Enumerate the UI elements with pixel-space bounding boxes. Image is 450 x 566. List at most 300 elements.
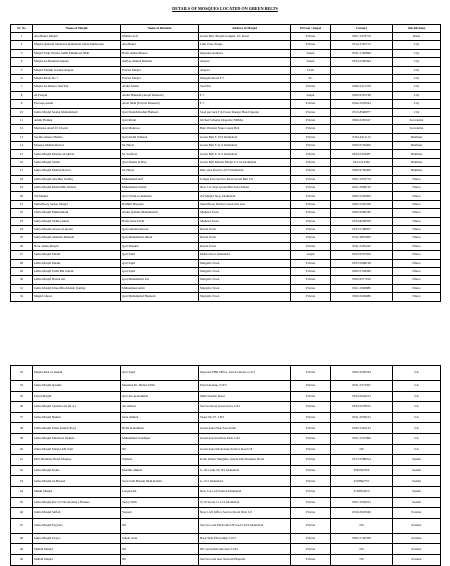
cell-sr-no: 7 bbox=[11, 83, 33, 91]
cell-address: Green Belt F-11/4 Islamabad bbox=[199, 142, 291, 150]
cell-masjid-name: Jamia Masjid Suffah bbox=[33, 508, 121, 519]
cell-sub-division: Potohar bbox=[393, 508, 441, 519]
cell-address: Abpara bbox=[199, 66, 291, 74]
cell-sub-division: Potohar bbox=[393, 544, 441, 555]
cell-private-auqaf: Auqaf bbox=[291, 91, 331, 99]
cell-private-auqaf: Private bbox=[291, 366, 331, 381]
cell-private-auqaf: Private bbox=[291, 100, 331, 108]
cell-private-auqaf: Private bbox=[291, 167, 331, 175]
cell-sub-division: I/A bbox=[393, 412, 441, 423]
cell-khateeb-name: Tariq Ullah bbox=[121, 497, 199, 508]
cell-address: Orchad Scheme Opposite NDMA bbox=[199, 116, 291, 124]
cell-sub-division: City bbox=[393, 83, 441, 91]
table-row bbox=[11, 554, 441, 565]
cell-sr-no: 21 bbox=[11, 200, 33, 208]
cell-khateeb-name: Nil bbox=[121, 518, 199, 533]
cell-khateeb-name: Qari Muhammad Zia bbox=[121, 276, 199, 284]
cell-address: G-12/1 Islamabad bbox=[199, 476, 291, 487]
cell-sr-no: 4 bbox=[11, 58, 33, 66]
cell-contact: 3005592526 bbox=[331, 465, 393, 476]
cell-sr-no: 31 bbox=[11, 284, 33, 292]
cell-sr-no: 26 bbox=[11, 242, 33, 250]
cell-private-auqaf: Private bbox=[291, 108, 331, 116]
table-row bbox=[11, 476, 441, 487]
cell-private-auqaf: Private bbox=[291, 276, 331, 284]
cell-khateeb-name: Qari Sajid bbox=[121, 259, 199, 267]
cell-contact: Nil bbox=[331, 554, 393, 565]
cell-khateeb-name: Private Masjid bbox=[121, 74, 199, 82]
cell-masjid-name: Al-Furqan bbox=[33, 91, 121, 99]
cell-masjid-name: Masjid Al-Shouhda Abpara bbox=[33, 58, 121, 66]
cell-khateeb-name: Qari Ghulam Rasool bbox=[121, 225, 199, 233]
cell-contact: 0300-9191748 bbox=[331, 91, 393, 99]
cell-sub-division: Nilore bbox=[393, 293, 441, 301]
cell-sr-no: 15 bbox=[11, 150, 33, 158]
cell-contact: 0300-5265527 bbox=[331, 116, 393, 124]
table-row bbox=[11, 533, 441, 544]
cell-contact bbox=[331, 66, 393, 74]
cell-private-auqaf: Auqaf bbox=[291, 251, 331, 259]
cell-contact: 0300-5130338 bbox=[331, 533, 393, 544]
cell-khateeb-name: M. Hayat bbox=[121, 142, 199, 150]
table-row bbox=[11, 200, 441, 208]
cell-khateeb-name: Syed Jalal Hassan Shah Kazmi bbox=[121, 476, 199, 487]
cell-sub-division: Nilore bbox=[393, 242, 441, 250]
cell-address: Main Double Road bbox=[199, 391, 291, 402]
cell-contact: 3128054475 bbox=[331, 486, 393, 497]
cell-masjid-name: Jamia Masjid Madni bbox=[33, 259, 121, 267]
cell-masjid-name: Makki Masjid bbox=[33, 486, 121, 497]
cell-khateeb-name: Hafiz ul Rehman bbox=[121, 423, 199, 434]
cell-private-auqaf: Private bbox=[291, 402, 331, 413]
cell-masjid-name: Abu Bakar Masjid bbox=[33, 33, 121, 41]
cell-private-auqaf: Private bbox=[291, 476, 331, 487]
cell-address: Abpara bbox=[199, 58, 291, 66]
table-row bbox=[11, 234, 441, 242]
cell-khateeb-name: Hashim Haqqani bbox=[121, 200, 199, 208]
cell-sr-no: 11 bbox=[11, 116, 33, 124]
table-row bbox=[11, 433, 441, 444]
cell-khateeb-name: Sana Ahmed bbox=[121, 412, 199, 423]
cell-private-auqaf: Private bbox=[291, 116, 331, 124]
cell-khateeb-name: Qari Zia-ur-Rehman bbox=[121, 391, 199, 402]
cell-private-auqaf: Private bbox=[291, 259, 331, 267]
cell-contact: 0334-5436487 bbox=[331, 150, 393, 158]
cell-sub-division: Shalimar bbox=[393, 142, 441, 150]
table-row bbox=[11, 184, 441, 192]
cell-masjid-name: Madrassa Assaf Ul Uloom bbox=[33, 125, 121, 133]
cell-sr-no: 30 bbox=[11, 276, 33, 284]
cell-khateeb-name: Private Masjid bbox=[121, 66, 199, 74]
cell-private-auqaf: Private bbox=[291, 142, 331, 150]
cell-masjid-name: Farooqe-Azam bbox=[33, 100, 121, 108]
cell-sub-division: City bbox=[393, 49, 441, 57]
cell-private-auqaf: Private bbox=[291, 184, 331, 192]
cell-khateeb-name: Afzal Shah (Private Khateeb) bbox=[121, 100, 199, 108]
cell-sr-no: 27 bbox=[11, 251, 33, 259]
cell-masjid-name: Masjid Faqir Darbar Sakhi Mahmood Shah bbox=[33, 49, 121, 57]
cell-khateeb-name: Qari Abdul Waheed bbox=[121, 133, 199, 141]
table-row bbox=[11, 366, 441, 381]
table-row bbox=[11, 251, 441, 259]
cell-contact: 0300-5281328 bbox=[331, 200, 393, 208]
cell-khateeb-name: Muhammad Zubair bbox=[121, 184, 199, 192]
cell-private-auqaf: Private bbox=[291, 125, 331, 133]
cell-sr-no: 8 bbox=[11, 91, 33, 99]
cell-private-auqaf: Private bbox=[291, 508, 331, 519]
cell-contact: Nil bbox=[331, 444, 393, 455]
cell-sub-division: Shalimar bbox=[393, 150, 441, 158]
cell-khateeb-name: Ashfaq Ahmed Rehmat bbox=[121, 58, 199, 66]
cell-khateeb-name: Nil bbox=[121, 554, 199, 565]
cell-sub-division: City bbox=[393, 74, 441, 82]
table-row bbox=[11, 150, 441, 158]
cell-contact bbox=[331, 125, 393, 133]
cell-address: Margalla Road F-7 bbox=[199, 74, 291, 82]
cell-sr-no: 36 bbox=[11, 402, 33, 413]
cell-sr-no: 16 bbox=[11, 158, 33, 166]
cell-sub-division: Nilore bbox=[393, 284, 441, 292]
cell-khateeb-name: Qari Muhammad Imran bbox=[121, 234, 199, 242]
cell-sub-division: I/A bbox=[393, 391, 441, 402]
cell-masjid-name: Jamia Masjid Umar Ghani (R.A) bbox=[33, 423, 121, 434]
cell-address: Margalla Town bbox=[199, 259, 291, 267]
cell-khateeb-name: Qari Sajid bbox=[121, 267, 199, 275]
cell-khateeb-name: Waheed bbox=[121, 455, 199, 466]
cell-private-auqaf: Private bbox=[291, 533, 331, 544]
cell-khateeb-name: Maulana Dr. Imdad Ullah bbox=[121, 381, 199, 392]
cell-sub-division: Nilore bbox=[393, 259, 441, 267]
cell-khateeb-name: Qari Sajid bbox=[121, 366, 199, 381]
cell-address: Service road Pindi side IJP road I-10/4 Islamabad bbox=[199, 518, 291, 533]
cell-sr-no: 44 bbox=[11, 486, 33, 497]
cell-khateeb-name: Nil bbox=[121, 544, 199, 555]
table-row bbox=[11, 391, 441, 402]
cell-address: Margalla Town bbox=[199, 293, 291, 301]
cell-sub-division: Potohar bbox=[393, 518, 441, 533]
table-row bbox=[11, 175, 441, 183]
cell-khateeb-name: Ali Abbasi bbox=[121, 402, 199, 413]
cell-address: Rawal Town bbox=[199, 225, 291, 233]
cell-address: IJP road pindi side near I-10/1 bbox=[199, 544, 291, 555]
cell-sr-no: 24 bbox=[11, 225, 33, 233]
cell-address: Bent Western Naka Green Belt bbox=[199, 125, 291, 133]
cell-address: Green Belt Mutual Marga E-11/4 Islamabad bbox=[199, 158, 291, 166]
cell-masjid-name: Jamia Masjid Mohria Rawva bbox=[33, 167, 121, 175]
table-row bbox=[11, 116, 441, 124]
cell-address: Service road near Nescom Hospital bbox=[199, 554, 291, 565]
cell-private-auqaf: Private bbox=[291, 267, 331, 275]
cell-khateeb-name: Yaqoob bbox=[121, 508, 199, 519]
cell-sr-no: 10 bbox=[11, 108, 33, 116]
table-row bbox=[11, 41, 441, 49]
table-row bbox=[11, 284, 441, 292]
cell-address: Opposite Aabpara bbox=[199, 49, 291, 57]
cell-address: Green Area Near Zero Point bbox=[199, 423, 291, 434]
cell-khateeb-name: Qari Sajid bbox=[121, 251, 199, 259]
cell-contact: 0300-5049986 bbox=[331, 293, 393, 301]
cell-sr-no: 20 bbox=[11, 192, 33, 200]
cell-masjid-name: Zia Masjid bbox=[33, 192, 121, 200]
cell-address: Margalla Town bbox=[199, 276, 291, 284]
table-row bbox=[11, 209, 441, 217]
cell-private-auqaf: Private bbox=[291, 412, 331, 423]
cell-masjid-name: Jamia Masjid Khalid Bin Waleed bbox=[33, 184, 121, 192]
cell-sub-division: Saddar bbox=[393, 465, 441, 476]
cell-private-auqaf: Private bbox=[291, 225, 331, 233]
cell-sr-no: 38 bbox=[11, 423, 33, 434]
cell-sr-no: 9 bbox=[11, 100, 33, 108]
cell-private-auqaf: Private bbox=[291, 444, 331, 455]
cell-sr-no: 23 bbox=[11, 217, 33, 225]
cell-address: Opposite FBR Office, Service Road, G-9/1 bbox=[199, 366, 291, 381]
cell-sr-no: 40 bbox=[11, 444, 33, 455]
header-khateeb-name: Name of Khateeb bbox=[121, 25, 199, 33]
cell-private-auqaf: Private bbox=[291, 234, 331, 242]
cell-masjid-name: Jamia Masjid Noma bbox=[33, 465, 121, 476]
header-sub-division: Sub-Division bbox=[393, 25, 441, 33]
cell-masjid-name: Faisal Masjid bbox=[33, 391, 121, 402]
cell-contact: 0333-5908138 bbox=[331, 259, 393, 267]
cell-address: Kattu Paharr Margalla, beside Pak Shrunnar Hotel bbox=[199, 455, 291, 466]
table-row bbox=[11, 544, 441, 555]
cell-masjid-name: Mullah Masjid bbox=[33, 554, 121, 565]
cell-address: Shahzad Town bbox=[199, 217, 291, 225]
cell-contact: 0300-5311578 bbox=[331, 83, 393, 91]
cell-address: F-7 bbox=[199, 100, 291, 108]
cell-khateeb-name: Qari Shaukat bbox=[121, 242, 199, 250]
cell-address: Zia Masjid Stop, Islamabad bbox=[199, 192, 291, 200]
cell-private-auqaf: CDA bbox=[291, 66, 331, 74]
cell-khateeb-name: Abdul Hakeem (Auqaf Khateeb) bbox=[121, 91, 199, 99]
table-row bbox=[11, 508, 441, 519]
cell-masjid-name: Jamia Masjid Qasmia bbox=[33, 381, 121, 392]
table-row bbox=[11, 49, 441, 57]
cell-masjid-name: Jamia Masjid Abubakr Raheem bbox=[33, 234, 121, 242]
cell-sr-no: 1 bbox=[11, 33, 33, 41]
cell-address: Rawal Town bbox=[199, 234, 291, 242]
table-row bbox=[11, 74, 441, 82]
cell-sub-division: Potohar bbox=[393, 533, 441, 544]
cell-sr-no: 18 bbox=[11, 175, 33, 183]
cell-masjid-name: Mullah Masjid bbox=[33, 544, 121, 555]
cell-private-auqaf: Private bbox=[291, 83, 331, 91]
table-row bbox=[11, 455, 441, 466]
cell-sub-division: I/A bbox=[393, 433, 441, 444]
cell-contact: 0300-3283764 bbox=[331, 366, 393, 381]
cell-sub-division: Nilore bbox=[393, 251, 441, 259]
cell-masjid-name: PKS Shrunnar Hotel Mosque bbox=[33, 455, 121, 466]
cell-sub-division: I/A bbox=[393, 402, 441, 413]
table-header-row bbox=[11, 25, 441, 33]
cell-private-auqaf: Private bbox=[291, 209, 331, 217]
cell-sub-division: City bbox=[393, 58, 441, 66]
table-row bbox=[11, 91, 441, 99]
cell-contact: 0342-5518524 bbox=[331, 100, 393, 108]
cell-sub-division: Nilore bbox=[393, 276, 441, 284]
table-row bbox=[11, 142, 441, 150]
cell-khateeb-name: Muhammad Arif bbox=[121, 175, 199, 183]
cell-sr-no: 13 bbox=[11, 133, 33, 141]
cell-contact: 0334-4411113 bbox=[331, 133, 393, 141]
cell-sr-no: 32 bbox=[11, 293, 33, 301]
table-row bbox=[11, 58, 441, 66]
cell-masjid-name: Ammr Hamza bbox=[33, 116, 121, 124]
cell-contact: 0300-9736406 bbox=[331, 142, 393, 150]
cell-sub-division: Potohar bbox=[393, 554, 441, 565]
cell-private-auqaf: Private bbox=[291, 391, 331, 402]
cell-contact: Nil bbox=[331, 544, 393, 555]
cell-address: Faisal Avenue, F-8/3 bbox=[199, 381, 291, 392]
cell-sr-no: 34 bbox=[11, 381, 33, 392]
cell-private-auqaf: FC bbox=[291, 74, 331, 82]
cell-address: Near Cat Cell Station Islamabad bbox=[199, 486, 291, 497]
cell-sub-division: City bbox=[393, 100, 441, 108]
cell-sr-no: 19 bbox=[11, 184, 33, 192]
cell-masjid-name: Jamia Masjid Madni bbox=[33, 251, 121, 259]
cell-khateeb-name: Nil bbox=[121, 444, 199, 455]
cell-contact: 0300-9560780 bbox=[331, 209, 393, 217]
cell-masjid-name: Mosque Mohria Rawva bbox=[33, 142, 121, 150]
cell-address: Ibne sena Road G-10/3 Islamabad bbox=[199, 167, 291, 175]
cell-sr-no: 41 bbox=[11, 455, 33, 466]
cell-masjid-name: Jamia Masjid Hazrat Ali bbox=[33, 276, 121, 284]
cell-sub-division: I/A bbox=[393, 423, 441, 434]
cell-contact: 0300-5293992 bbox=[331, 192, 393, 200]
cell-masjid-name: Masjid Al-Khaeer Saaf Pur bbox=[33, 83, 121, 91]
cell-khateeb-name: Qari Imran bbox=[121, 116, 199, 124]
cell-sub-division: City bbox=[393, 91, 441, 99]
table-row bbox=[11, 276, 441, 284]
cell-private-auqaf: Private bbox=[291, 33, 331, 41]
cell-khateeb-name: Hafiz Abdul Mueed bbox=[121, 49, 199, 57]
cell-address: G-10/1 Gali-No 8/2 Islamabad bbox=[199, 465, 291, 476]
cell-sr-no: 29 bbox=[11, 267, 33, 275]
cell-sr-no: 28 bbox=[11, 259, 33, 267]
cell-masjid-name: Masjid Rasi ul Jannah bbox=[33, 366, 121, 381]
cell-sub-division: Saddar bbox=[393, 476, 441, 487]
cell-sub-division: Nilore bbox=[393, 184, 441, 192]
cell-private-auqaf: Private bbox=[291, 133, 331, 141]
cell-contact: 0334-5284394 bbox=[331, 58, 393, 66]
cell-address: Service Road Green Area, I-8/1 bbox=[199, 402, 291, 413]
cell-contact: 0334-5278012 bbox=[331, 402, 393, 413]
cell-sub-division: City bbox=[393, 108, 441, 116]
cell-contact: 0333-5108607 bbox=[331, 225, 393, 233]
cell-sub-division: Nilore bbox=[393, 234, 441, 242]
cell-masjid-name: Jamia Masjid Hamza bbox=[33, 412, 121, 423]
cell-contact: 0315-8566877 bbox=[331, 108, 393, 116]
table-row bbox=[11, 518, 441, 533]
cell-khateeb-name: Qari Sheikh Rashid Hameed bbox=[121, 108, 199, 116]
cell-contact: 0312-3181772 bbox=[331, 41, 393, 49]
table-row bbox=[11, 192, 441, 200]
cell-sub-division: Shalimar bbox=[393, 167, 441, 175]
cell-contact: 0345-5342141 bbox=[331, 423, 393, 434]
table-row bbox=[11, 158, 441, 166]
table-row bbox=[11, 108, 441, 116]
cell-private-auqaf: Private bbox=[291, 175, 331, 183]
cell-masjid-name: Jamia Masjid Saddiq Akbar bbox=[33, 217, 121, 225]
cell-sub-division: Nilore bbox=[393, 200, 441, 208]
cell-contact: 0301-5030221 bbox=[331, 497, 393, 508]
cell-sub-division: Saddar bbox=[393, 455, 441, 466]
cell-contact: 3418692751 bbox=[331, 476, 393, 487]
cell-sub-division: Saddar bbox=[393, 497, 441, 508]
table-row bbox=[11, 465, 441, 476]
cell-masjid-name: Jamia Masjid Syedena Ali (R.A) bbox=[33, 402, 121, 413]
cell-sub-division: Secretariat bbox=[393, 116, 441, 124]
cell-address: Green Area 9th Avenue Service Road I-8 bbox=[199, 444, 291, 455]
cell-masjid-name: Jamia Masjid Tayyaba bbox=[33, 518, 121, 533]
cell-private-auqaf: Private bbox=[291, 433, 331, 444]
cell-masjid-name: Masjid Rawk No 7 bbox=[33, 74, 121, 82]
cell-private-auqaf: Private bbox=[291, 284, 331, 292]
cell-sub-division: Shalimar bbox=[393, 133, 441, 141]
table-row bbox=[11, 242, 441, 250]
cell-sr-no: 33 bbox=[11, 366, 33, 381]
cell-khateeb-name: Muzmil Ahmed bbox=[121, 465, 199, 476]
cell-khateeb-name: M. Hayat bbox=[121, 167, 199, 175]
cell-contact: 0331-5573397 bbox=[331, 381, 393, 392]
table-row bbox=[11, 167, 441, 175]
cell-private-auqaf: Private bbox=[291, 381, 331, 392]
cell-sub-division: Nilore bbox=[393, 192, 441, 200]
cell-sr-no: 12 bbox=[11, 125, 33, 133]
cell-masjid-name: Jamia Masjid Anwar-ul-Quran bbox=[33, 225, 121, 233]
cell-contact: 0301-5453776 bbox=[331, 33, 393, 41]
cell-khateeb-name: Abdul Salam bbox=[121, 83, 199, 91]
cell-contact: 0331-5162840 bbox=[331, 49, 393, 57]
cell-masjid-name: Jamia Masjid Taqwa bbox=[33, 533, 121, 544]
cell-contact: 0300-9736406 bbox=[331, 167, 393, 175]
cell-address: Shahzad Town bbox=[199, 209, 291, 217]
mosques-table-top bbox=[10, 24, 441, 302]
cell-sub-division: Saddar bbox=[393, 486, 441, 497]
cell-contact: 0301-5453776 bbox=[331, 175, 393, 183]
header-address: Address of Masjid bbox=[199, 25, 291, 33]
table-row bbox=[11, 497, 441, 508]
cell-sr-no: 50 bbox=[11, 554, 33, 565]
cell-contact: 0321-5227996 bbox=[331, 433, 393, 444]
table-row bbox=[11, 125, 441, 133]
cell-sub-division: City bbox=[393, 66, 441, 74]
cell-sr-no: 2 bbox=[11, 41, 33, 49]
cell-sub-division: Nilore bbox=[393, 225, 441, 233]
cell-masjid-name: Noor Jamia Masjid bbox=[33, 242, 121, 250]
cell-khateeb-name: Qari Manzoor bbox=[121, 125, 199, 133]
cell-address: Margalla Town bbox=[199, 267, 291, 275]
table-row bbox=[11, 217, 441, 225]
table-row bbox=[11, 423, 441, 434]
cell-contact: 0313-5580914 bbox=[331, 455, 393, 466]
cell-masjid-name: Syedna Ameer Hamza bbox=[33, 133, 121, 141]
cell-sub-division: I/A bbox=[393, 366, 441, 381]
cell-private-auqaf: Private bbox=[291, 217, 331, 225]
cell-address: Near 1122 Office Service Road West I-9 bbox=[199, 508, 291, 519]
cell-address: Saad pur turn F-6/2 near Ranger Head Quarter bbox=[199, 108, 291, 116]
table-row bbox=[11, 486, 441, 497]
cell-contact: 0333-9767956 bbox=[331, 251, 393, 259]
table-row bbox=[11, 293, 441, 301]
cell-khateeb-name: Abdul Qaddus Muhammadi bbox=[121, 209, 199, 217]
cell-private-auqaf: Auqaf bbox=[291, 58, 331, 66]
cell-khateeb-name: Muhammad Saddique bbox=[121, 433, 199, 444]
cell-khateeb-name: Zubair Aziz bbox=[121, 533, 199, 544]
cell-sr-no: 25 bbox=[11, 234, 33, 242]
cell-sr-no: 22 bbox=[11, 209, 33, 217]
cell-contact: 0311-6832206 bbox=[331, 234, 393, 242]
